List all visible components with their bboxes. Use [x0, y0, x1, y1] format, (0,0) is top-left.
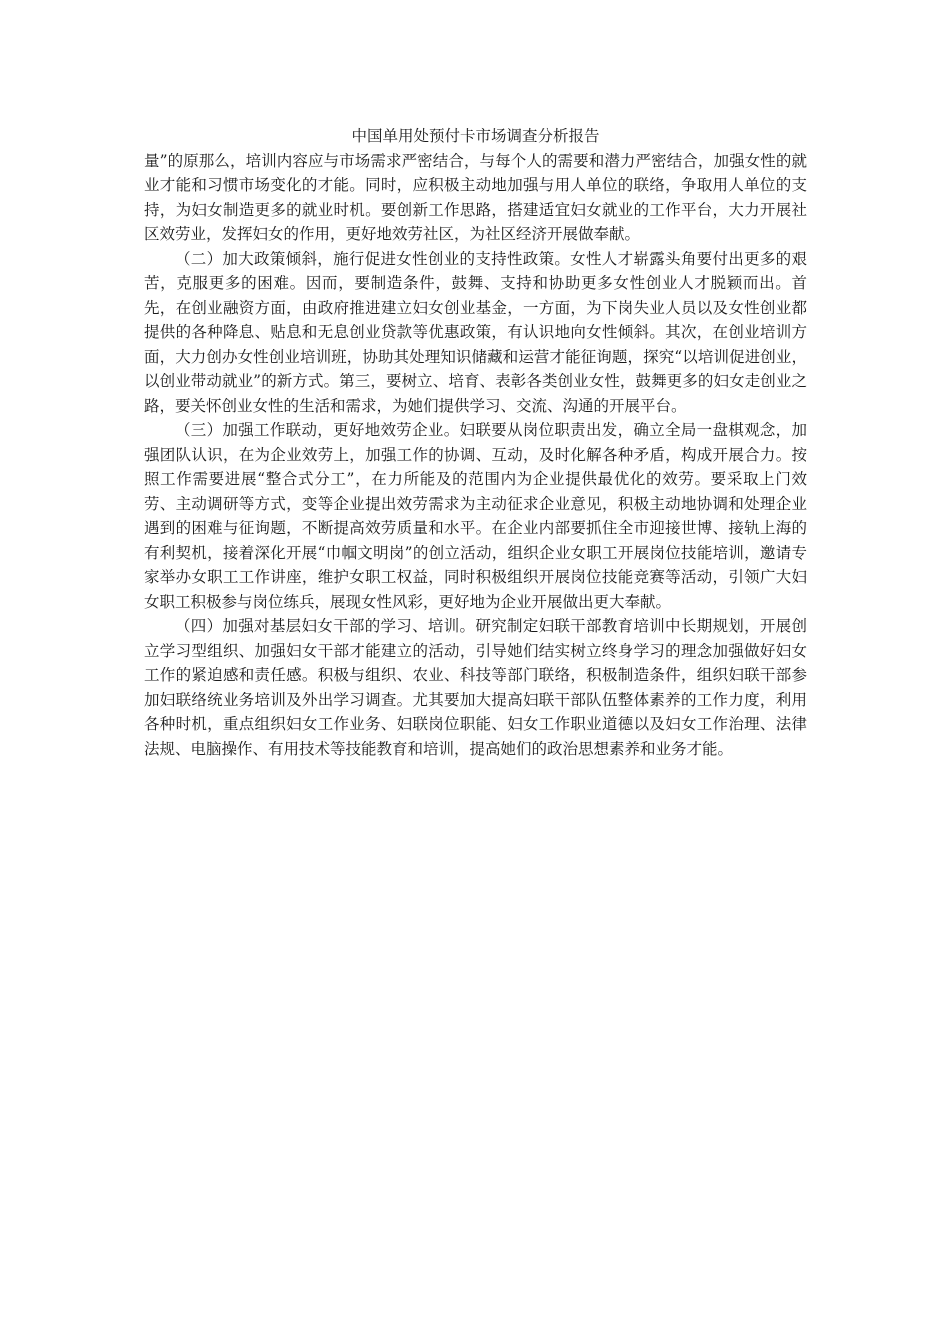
- paragraph-cadre-training: （四）加强对基层妇女干部的学习、培训。研究制定妇联干部教育培训中长期规划，开展创立学习型组织、加强妇女干部才能建立的活动，引导她们结实树立终身学习的理念加强做好妇女工作的紧迫感和责任感。积极与组织、农业、科技等部门联络，积极制造条件，组织妇联干部参加妇联络统业务培训及外出学习调查。尤其要加大提高妇联干部队伍整体素养的工作力度，利用各种时机，重点组织妇女工作业务、妇联岗位职能、妇女工作职业道德以及妇女工作治理、法律法规、电脑操作、有用技术等技能教育和培训，提高她们的政治思想素养和业务才能。: [144, 617, 807, 758]
- paragraph-continuation: 量”的原那么，培训内容应与市场需求严密结合，与每个人的需要和潜力严密结合，加强女性的就业才能和习惯市场变化的才能。同时，应积极主动地加强与用人单位的联络，争取用人单位的支持，为妇女制造更多的就业时机。要创新工作思路，搭建适宜妇女就业的工作平台，大力开展社区效劳业，发挥妇女的作用，更好地效劳社区，为社区经济开展做奉献。: [144, 151, 807, 243]
- page-title: 中国单用处预付卡市场调查分析报告: [351, 127, 600, 145]
- document-body: [144, 124, 807, 761]
- paragraph-policy-support: （二）加大政策倾斜，施行促进女性创业的支持性政策。女性人才崭露头角要付出更多的艰苦，克服更多的困难。因而，要制造条件，鼓舞、支持和协助更多女性创业人才脱颖而出。首先，在创业融资方面，由政府推进建立妇女创业基金，一方面，为下岗失业人员以及女性创业都提供的各种降息、贴息和无息创业贷款等优惠政策，有认识地向女性倾斜。其次，在创业培训方面，大力创办女性创业培训班，协助其处理知识储藏和运营才能征询题，探究“以培训促进创业，以创业带动就业”的新方式。第三，要树立、培育、表彰各类创业女性，鼓舞更多的妇女走创业之路，要关怀创业女性的生活和需求，为她们提供学习、交流、沟通的开展平台。: [144, 249, 807, 415]
- paragraph-work-linkage: （三）加强工作联动，更好地效劳企业。妇联要从岗位职责出发，确立全局一盘棋观念，加强团队认识，在为企业效劳上，加强工作的协调、互动，及时化解各种矛盾，构成开展合力。按照工作需要进展“整合式分工”，在力所能及的范围内为企业提供最优化的效劳。要采取上门效劳、主动调研等方式，变等企业提出效劳需求为主动征求企业意见，积极主动地协调和处理企业遇到的困难与征询题，不断提高效劳质量和水平。在企业内部要抓住全市迎接世博、接轨上海的有利契机，接着深化开展“巾帼文明岗”的创立活动，组织企业女职工开展岗位技能培训，邀请专家举办女职工工作讲座，维护女职工权益，同时积极组织开展岗位技能竞赛等活动，引领广大妇女职工积极参与岗位练兵，展现女性风彩，更好地为企业开展做出更大奉献。: [144, 421, 807, 611]
